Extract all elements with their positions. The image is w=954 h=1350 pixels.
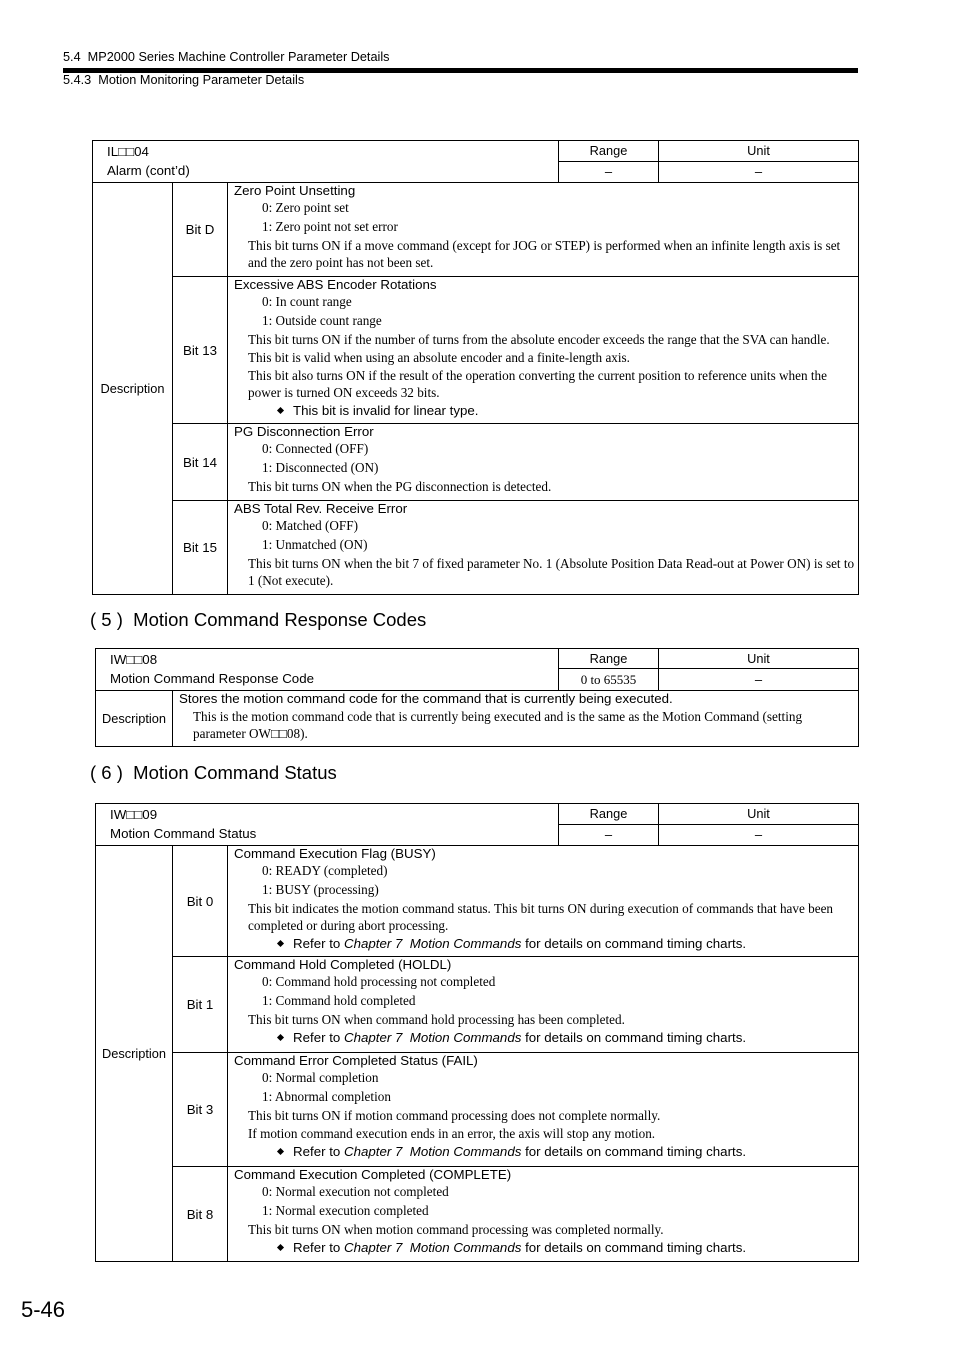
register-number: IL□□04 xyxy=(107,144,149,159)
bit-description xyxy=(228,1167,859,1262)
register-number: IW□□09 xyxy=(110,807,158,822)
bit-label: Bit 8 xyxy=(173,1167,228,1262)
chapter-reference: Chapter 7 Motion Commands xyxy=(344,936,522,951)
description-label: Description xyxy=(96,846,173,1262)
note-text: for details on command timing charts. xyxy=(521,1240,747,1255)
diamond-bullet-icon xyxy=(277,1034,284,1041)
bit-paragraph: This bit turns ON when command hold processing has been completed. xyxy=(248,1012,625,1027)
register-number: IW□□08 xyxy=(110,652,158,667)
bit-title: Zero Point Unsetting xyxy=(234,183,356,198)
bit-paragraph: This bit turns ON when motion command processing was completed normally. xyxy=(248,1222,664,1237)
bit-title: Command Error Completed Status (FAIL) xyxy=(234,1053,478,1068)
register-name: Alarm (cont’d) xyxy=(107,163,190,178)
bit-description xyxy=(228,424,859,501)
bit-label: Bit 15 xyxy=(173,501,228,595)
diamond-bullet-icon xyxy=(277,1244,284,1251)
range-header: Range xyxy=(559,141,659,162)
bit-value: 0: Connected (OFF) xyxy=(262,441,369,456)
response-code-parameter-table xyxy=(95,648,859,747)
diamond-bullet-icon xyxy=(277,407,284,414)
bit-value: 0: Command hold processing not completed xyxy=(262,974,496,989)
bit-paragraph: This bit turns ON when the PG disconnection is detected. xyxy=(248,479,552,494)
range-header: Range xyxy=(559,649,659,669)
bit-value: 1: BUSY (processing) xyxy=(262,881,379,897)
section-heading-command-status: ( 6 ) Motion Command Status xyxy=(90,762,337,783)
unit-value: – xyxy=(659,669,859,691)
bit-value: 0: Zero point set xyxy=(262,200,349,215)
note-text: This bit is invalid for linear type. xyxy=(293,403,479,418)
bit-paragraph: This bit turns ON when the bit 7 of fixed parameter No. 1 (Absolute Position Data Read-out at Power ON) is set to 1 (Not execute). xyxy=(248,556,855,588)
note-text: Refer to xyxy=(293,1030,344,1045)
description-label: Description xyxy=(93,183,173,595)
command-status-parameter-table xyxy=(95,803,859,1262)
chapter-reference: Chapter 7 Motion Commands xyxy=(344,1240,522,1255)
bit-paragraph: This bit turns ON if motion command processing does not complete normally. xyxy=(248,1108,661,1123)
bit-note xyxy=(234,1029,857,1048)
unit-header: Unit xyxy=(659,649,859,669)
unit-header: Unit xyxy=(659,804,859,825)
bit-title: PG Disconnection Error xyxy=(234,424,374,439)
note-text: for details on command timing charts. xyxy=(521,1030,747,1045)
bit-paragraph: This bit turns ON if the number of turns from the absolute encoder exceeds the range that the SVA can handle. xyxy=(248,332,830,347)
bit-label: Bit D xyxy=(173,183,228,277)
bit-label: Bit 0 xyxy=(173,846,228,957)
bit-value: 0: In count range xyxy=(262,294,352,309)
register-name: Motion Command Status xyxy=(110,826,257,841)
diamond-bullet-icon xyxy=(277,1148,284,1155)
section-heading-response-codes: ( 5 ) Motion Command Response Codes xyxy=(90,609,427,630)
range-value: 0 to 65535 xyxy=(559,669,659,691)
running-header-subsection: 5.4.3 Motion Monitoring Parameter Details xyxy=(63,73,305,87)
bit-note xyxy=(234,402,857,421)
bit-label: Bit 3 xyxy=(173,1053,228,1167)
bit-paragraph: This bit turns ON if a move command (except for JOG or STEP) is performed when an infinite length axis is set and the zero point has not been set. xyxy=(248,238,841,270)
bit-value: 0: Normal execution not completed xyxy=(262,1184,449,1199)
unit-value: – xyxy=(659,162,859,183)
description-label: Description xyxy=(96,691,173,747)
bit-label: Bit 14 xyxy=(173,424,228,501)
bit-value: 1: Normal execution completed xyxy=(262,1202,429,1218)
description-lead: Stores the motion command code for the command that is currently being executed. xyxy=(179,691,673,706)
bit-paragraph: This bit is valid when using an absolute encoder and a finite-length axis. xyxy=(248,350,630,365)
range-header: Range xyxy=(559,804,659,825)
bit-description xyxy=(228,277,859,424)
bit-label: Bit 1 xyxy=(173,957,228,1053)
diamond-bullet-icon xyxy=(277,940,284,947)
bit-value: 1: Outside count range xyxy=(262,312,382,328)
note-text: Refer to xyxy=(293,1240,344,1255)
note-text: for details on command timing charts. xyxy=(521,936,747,951)
description-paragraph: This is the motion command code that is currently being executed and is the same as the Motion Command (setting parameter OW□□08). xyxy=(193,709,803,741)
bit-paragraph: This bit indicates the motion command status. This bit turns ON during execution of commands that have been completed or during abort processing. xyxy=(248,901,834,933)
chapter-reference: Chapter 7 Motion Commands xyxy=(344,1030,522,1045)
bit-label: Bit 13 xyxy=(173,277,228,424)
bit-value: 0: Matched (OFF) xyxy=(262,518,358,533)
bit-description xyxy=(228,1053,859,1167)
unit-value: – xyxy=(659,825,859,846)
bit-paragraph: If motion command execution ends in an error, the axis will stop any motion. xyxy=(248,1126,656,1141)
bit-title: Excessive ABS Encoder Rotations xyxy=(234,277,437,292)
bit-value: 1: Command hold completed xyxy=(262,992,416,1008)
chapter-reference: Chapter 7 Motion Commands xyxy=(344,1144,522,1159)
range-value: – xyxy=(559,162,659,183)
bit-value: 0: Normal completion xyxy=(262,1070,379,1085)
register-header xyxy=(96,804,559,846)
bit-title: ABS Total Rev. Receive Error xyxy=(234,501,408,516)
bit-paragraph: This bit also turns ON if the result of the operation converting the current position to reference units when the power is turned ON exceeds 32 bits. xyxy=(248,368,827,400)
unit-header: Unit xyxy=(659,141,859,162)
bit-title: Command Hold Completed (HOLDL) xyxy=(234,957,452,972)
bit-note xyxy=(234,1143,857,1162)
register-name: Motion Command Response Code xyxy=(110,671,314,686)
bit-note xyxy=(234,1239,857,1258)
bit-description xyxy=(228,183,859,277)
bit-value: 1: Disconnected (ON) xyxy=(262,459,379,475)
bit-description xyxy=(228,957,859,1053)
range-value: – xyxy=(559,825,659,846)
register-header xyxy=(96,649,559,691)
parameter-description xyxy=(173,691,859,747)
bit-value: 1: Zero point not set error xyxy=(262,218,398,234)
running-header-section: 5.4 MP2000 Series Machine Controller Parameter Details xyxy=(63,50,390,64)
bit-value: 0: READY (completed) xyxy=(262,863,388,878)
page-number: 5-46 xyxy=(21,1297,66,1322)
alarm-parameter-table xyxy=(92,140,859,595)
bit-value: 1: Unmatched (ON) xyxy=(262,536,368,552)
note-text: Refer to xyxy=(293,936,344,951)
note-text: Refer to xyxy=(293,1144,344,1159)
bit-value: 1: Abnormal completion xyxy=(262,1088,391,1104)
bit-description xyxy=(228,846,859,957)
bit-title: Command Execution Completed (COMPLETE) xyxy=(234,1167,512,1182)
register-header xyxy=(93,141,559,183)
bit-note xyxy=(234,935,857,954)
note-text: for details on command timing charts. xyxy=(521,1144,747,1159)
bit-description xyxy=(228,501,859,595)
bit-title: Command Execution Flag (BUSY) xyxy=(234,846,436,861)
